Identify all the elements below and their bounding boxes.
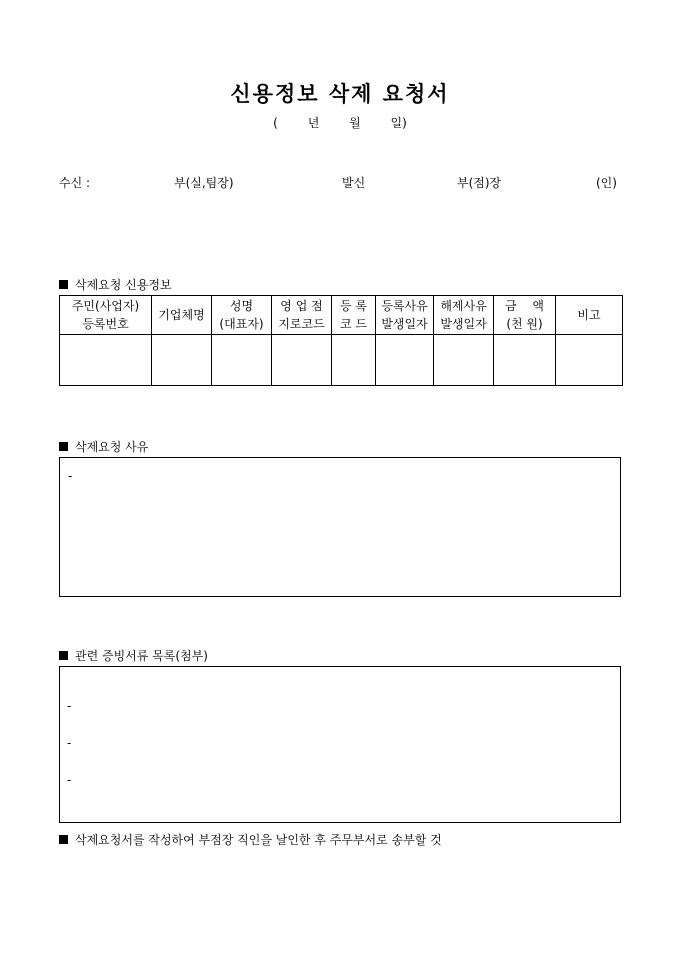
recipient-dept: 부(실,팀장): [174, 176, 234, 190]
column-header-registration-code: 등 록 코 드: [332, 296, 376, 335]
section-reason-heading: [59, 438, 148, 455]
column-header-remarks: 비고: [556, 296, 623, 335]
date-month: 월: [349, 116, 361, 130]
section-attachments-heading: [59, 647, 208, 664]
sender-dept: 부(점)장: [457, 176, 502, 190]
cell-remarks[interactable]: [556, 335, 623, 386]
recipient-label: 수신 :: [59, 176, 91, 190]
column-header-registration-date: 등록사유 발생일자: [376, 296, 434, 335]
date-open: (: [273, 116, 278, 130]
date-line: [0, 114, 680, 131]
square-bullet-icon: [59, 835, 68, 844]
section-credit-info-title: 삭제요청 신용정보: [75, 278, 172, 292]
attachment-item: -: [67, 736, 72, 750]
date-day: 일): [390, 116, 407, 130]
cell-registration-code[interactable]: [332, 335, 376, 386]
attachment-item: -: [67, 773, 72, 787]
square-bullet-icon: [59, 280, 68, 289]
cell-id-number[interactable]: [60, 335, 152, 386]
cell-branch-code[interactable]: [272, 335, 332, 386]
section-attachments-title: 관련 증빙서류 목록(첨부): [75, 649, 208, 663]
footer-instruction: [59, 831, 442, 848]
square-bullet-icon: [59, 442, 68, 451]
cell-release-date[interactable]: [434, 335, 494, 386]
column-header-company-name: 기업체명: [152, 296, 212, 335]
cell-representative[interactable]: [212, 335, 272, 386]
table-header-row: [60, 296, 623, 335]
column-header-release-date: 해제사유 발생일자: [434, 296, 494, 335]
reason-box[interactable]: [59, 457, 621, 597]
column-header-branch-code: 영 업 점 지로코드: [272, 296, 332, 335]
seal-mark: (인): [596, 176, 617, 190]
square-bullet-icon: [59, 651, 68, 660]
date-year: 년: [307, 116, 320, 130]
column-header-amount: 금 액 (천 원): [494, 296, 556, 335]
table-row: [60, 335, 623, 386]
section-reason-title: 삭제요청 사유: [75, 440, 149, 454]
attachment-item: -: [67, 699, 72, 713]
sender-label: 발신: [342, 176, 366, 190]
cell-company-name[interactable]: [152, 335, 212, 386]
column-header-representative: 성명 (대표자): [212, 296, 272, 335]
section-credit-info-heading: [59, 276, 172, 293]
reason-item: -: [68, 469, 73, 483]
footer-note: 삭제요청서를 작성하여 부점장 직인을 날인한 후 주무부서로 송부할 것: [75, 833, 442, 847]
cell-amount[interactable]: [494, 335, 556, 386]
cell-registration-date[interactable]: [376, 335, 434, 386]
document-title: 신용정보 삭제 요청서: [230, 81, 450, 106]
attachments-box[interactable]: [59, 666, 621, 823]
credit-info-table: [59, 295, 623, 386]
column-header-id-number: 주민(사업자) 등록번호: [60, 296, 152, 335]
